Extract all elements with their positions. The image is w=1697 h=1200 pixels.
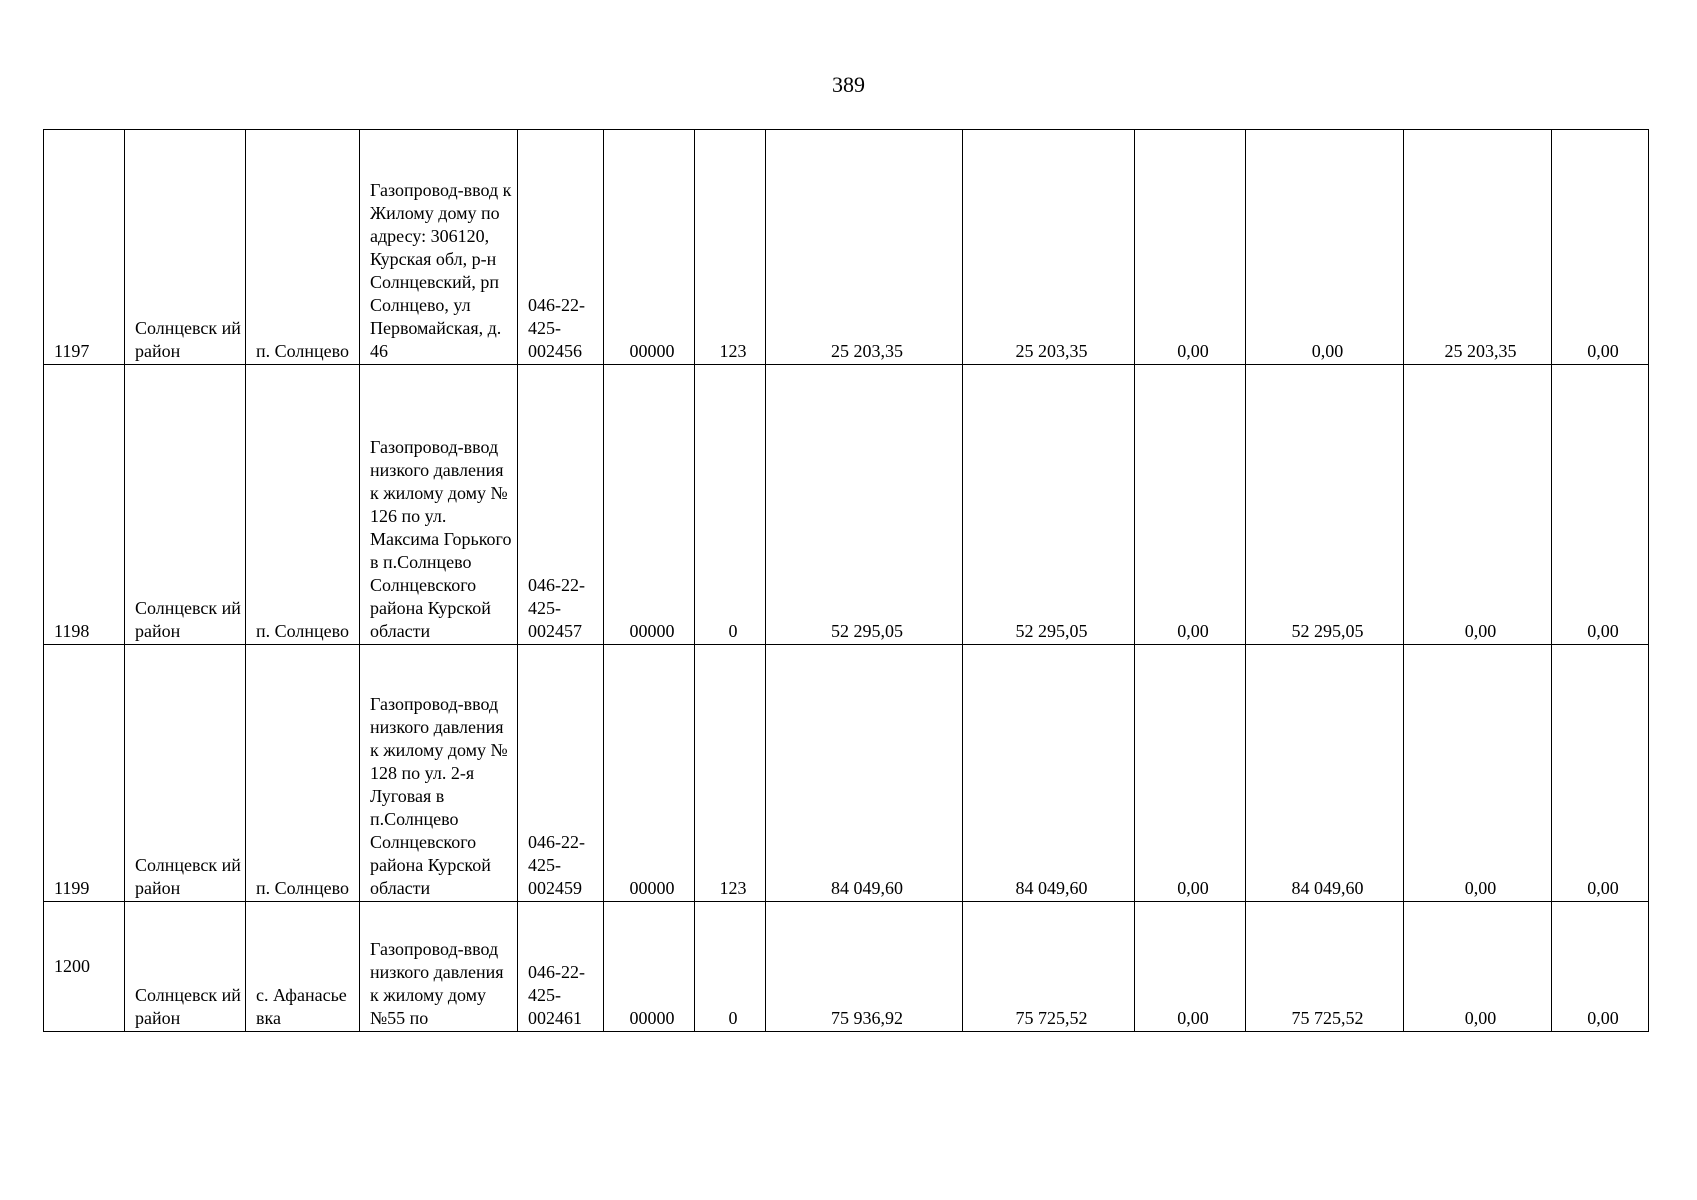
code-cell: 00000 — [604, 130, 695, 365]
description-cell: Газопровод-ввод низкого давления к жилому дому №55 по — [360, 902, 518, 1032]
row-number: 1200 — [44, 902, 125, 1032]
amount-cell-4: 75 725,52 — [1246, 902, 1404, 1032]
amount-cell-5: 0,00 — [1404, 902, 1552, 1032]
code-cell: 00000 — [604, 365, 695, 645]
inventory-number-cell: 046-22-425-002461 — [518, 902, 604, 1032]
amount-cell-2: 25 203,35 — [963, 130, 1135, 365]
description-cell: Газопровод-ввод низкого давления к жилому дому № 128 по ул. 2-я Луговая в п.Солнцево Солнцевского района Курской области — [360, 645, 518, 902]
extra-code-cell: 123 — [695, 645, 766, 902]
locality-cell: п. Солнцево — [246, 365, 360, 645]
extra-code-cell: 0 — [695, 365, 766, 645]
page-number: 389 — [832, 72, 865, 97]
row-number: 1198 — [44, 365, 125, 645]
amount-cell-2: 75 725,52 — [963, 902, 1135, 1032]
amount-cell-1: 84 049,60 — [766, 645, 963, 902]
row-number: 1197 — [44, 130, 125, 365]
amount-cell-5: 0,00 — [1404, 365, 1552, 645]
district-cell: Солнцевск ий район — [125, 902, 246, 1032]
district-cell: Солнцевск ий район — [125, 645, 246, 902]
description-cell: Газопровод-ввод низкого давления к жилому дому № 126 по ул. Максима Горького в п.Солнцево Солнцевского района Курской области — [360, 365, 518, 645]
amount-cell-5: 25 203,35 — [1404, 130, 1552, 365]
district-cell: Солнцевск ий район — [125, 365, 246, 645]
table-row — [44, 130, 1649, 365]
table-row — [44, 902, 1649, 1032]
amount-cell-6: 0,00 — [1552, 902, 1649, 1032]
amount-cell-3: 0,00 — [1135, 645, 1246, 902]
amount-cell-6: 0,00 — [1552, 365, 1649, 645]
locality-cell: п. Солнцево — [246, 645, 360, 902]
amount-cell-6: 0,00 — [1552, 130, 1649, 365]
locality-cell: п. Солнцево — [246, 130, 360, 365]
extra-code-cell: 123 — [695, 130, 766, 365]
amount-cell-1: 75 936,92 — [766, 902, 963, 1032]
amount-cell-4: 52 295,05 — [1246, 365, 1404, 645]
code-cell: 00000 — [604, 645, 695, 902]
amount-cell-1: 52 295,05 — [766, 365, 963, 645]
inventory-number-cell: 046-22-425-002456 — [518, 130, 604, 365]
amount-cell-2: 84 049,60 — [963, 645, 1135, 902]
district-cell: Солнцевск ий район — [125, 130, 246, 365]
inventory-number-cell: 046-22-425-002457 — [518, 365, 604, 645]
extra-code-cell: 0 — [695, 902, 766, 1032]
table-row — [44, 645, 1649, 902]
amount-cell-3: 0,00 — [1135, 130, 1246, 365]
code-cell: 00000 — [604, 902, 695, 1032]
amount-cell-3: 0,00 — [1135, 365, 1246, 645]
amount-cell-4: 84 049,60 — [1246, 645, 1404, 902]
table-row — [44, 365, 1649, 645]
row-number: 1199 — [44, 645, 125, 902]
amount-cell-1: 25 203,35 — [766, 130, 963, 365]
inventory-number-cell: 046-22-425-002459 — [518, 645, 604, 902]
amount-cell-2: 52 295,05 — [963, 365, 1135, 645]
amount-cell-3: 0,00 — [1135, 902, 1246, 1032]
locality-cell: с. Афанасье вка — [246, 902, 360, 1032]
amount-cell-5: 0,00 — [1404, 645, 1552, 902]
amount-cell-6: 0,00 — [1552, 645, 1649, 902]
description-cell: Газопровод-ввод к Жилому дому по адресу: 306120, Курская обл, р-н Солнцевский, рп Солнцево, ул Первомайская, д. 46 — [360, 130, 518, 365]
registry-table — [43, 129, 1649, 1032]
amount-cell-4: 0,00 — [1246, 130, 1404, 365]
